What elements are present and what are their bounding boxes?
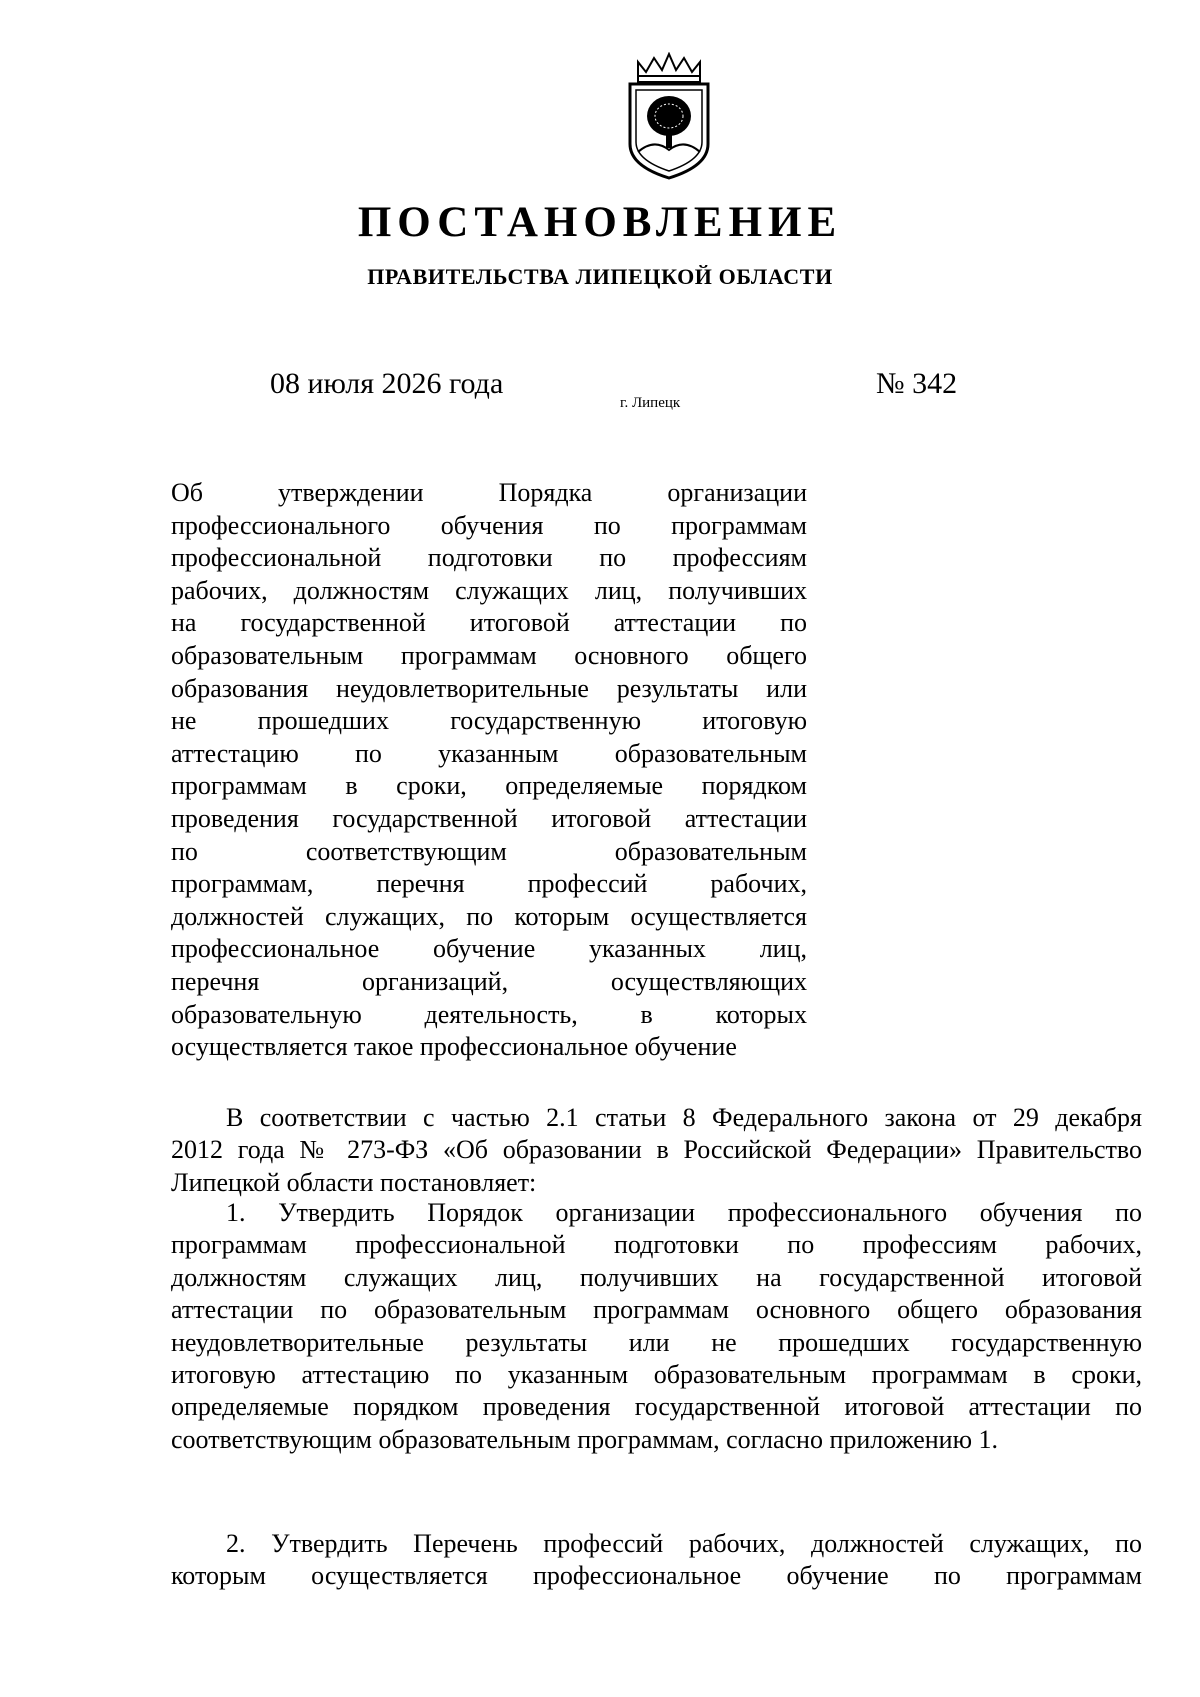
body-line: В соответствии с частью 2.1 статьи 8 Федерального закона от 29 декабря xyxy=(226,1103,1142,1132)
subject-line: Об утверждении Порядка организации xyxy=(171,478,807,507)
subject-line: профессиональное обучение указанных лиц, xyxy=(171,934,807,964)
body-line: Липецкой области постановляет: xyxy=(171,1167,537,1197)
body-line: аттестации по образовательным программам основного общего образования xyxy=(171,1295,1142,1325)
document-date: 08 июля 2026 года xyxy=(270,367,504,400)
body-line: соответствующим образовательным программам, согласно приложению 1. xyxy=(171,1424,999,1454)
subject-line: по соответствующим образовательным xyxy=(171,836,807,866)
subject-line: проведения государственной итоговой аттестации xyxy=(171,803,807,833)
document-number: № 342 xyxy=(876,367,958,400)
body-line: 1. Утвердить Порядок организации профессионального обучения по xyxy=(226,1198,1142,1227)
document-subtitle: ПРАВИТЕЛЬСТВА ЛИПЕЦКОЙ ОБЛАСТИ xyxy=(367,264,833,289)
subject-line: профессиональной подготовки по профессиям xyxy=(171,543,807,573)
clause-1-paragraph xyxy=(171,1197,1142,1456)
body-line: 2. Утвердить Перечень профессий рабочих, должностей служащих, по xyxy=(226,1529,1142,1558)
subject-line: рабочих, должностям служащих лиц, получивших xyxy=(171,575,807,605)
subject-line: образовательным программам основного общего xyxy=(171,640,807,670)
subject-line: на государственной итоговой аттестации по xyxy=(171,608,807,638)
body-line: итоговую аттестацию по указанным образовательным программам в сроки, xyxy=(171,1359,1142,1389)
subject-line: образовательную деятельность, в которых xyxy=(171,999,807,1029)
document-city: г. Липецк xyxy=(620,395,681,411)
subject-line: должностей служащих, по которым осуществляется xyxy=(171,901,807,931)
body-line: 2012 года № 273-ФЗ «Об образовании в Российской Федерации» Правительство xyxy=(171,1135,1142,1165)
body-line: должностям служащих лиц, получивших на государственной итоговой xyxy=(171,1262,1142,1292)
body-line: которым осуществляется профессиональное обучение по программам xyxy=(171,1561,1142,1591)
subject-line: перечня организаций, осуществляющих xyxy=(171,966,807,996)
subject-line: программам, перечня профессий рабочих, xyxy=(171,869,807,899)
subject-line: программам в сроки, определяемые порядком xyxy=(171,771,807,801)
document-subject xyxy=(171,477,807,1064)
subject-line: профессионального обучения по программам xyxy=(171,510,807,540)
body-line: неудовлетворительные результаты или не прошедших государственную xyxy=(171,1327,1142,1357)
subject-line: аттестацию по указанным образовательным xyxy=(171,738,807,768)
coat-of-arms-emblem xyxy=(622,52,716,180)
document-title: ПОСТАНОВЛЕНИЕ xyxy=(357,199,843,246)
body-line: программам профессиональной подготовки по профессиям рабочих, xyxy=(171,1230,1142,1260)
subject-line: образования неудовлетворительные результаты или xyxy=(171,673,807,703)
subject-line: осуществляется такое профессиональное обучение xyxy=(171,1032,737,1062)
clause-2-paragraph xyxy=(171,1528,1142,1593)
subject-line: не прошедших государственную итоговую xyxy=(171,706,807,736)
preamble-paragraph xyxy=(171,1102,1142,1199)
body-line: определяемые порядком проведения государственной итоговой аттестации по xyxy=(171,1392,1142,1422)
